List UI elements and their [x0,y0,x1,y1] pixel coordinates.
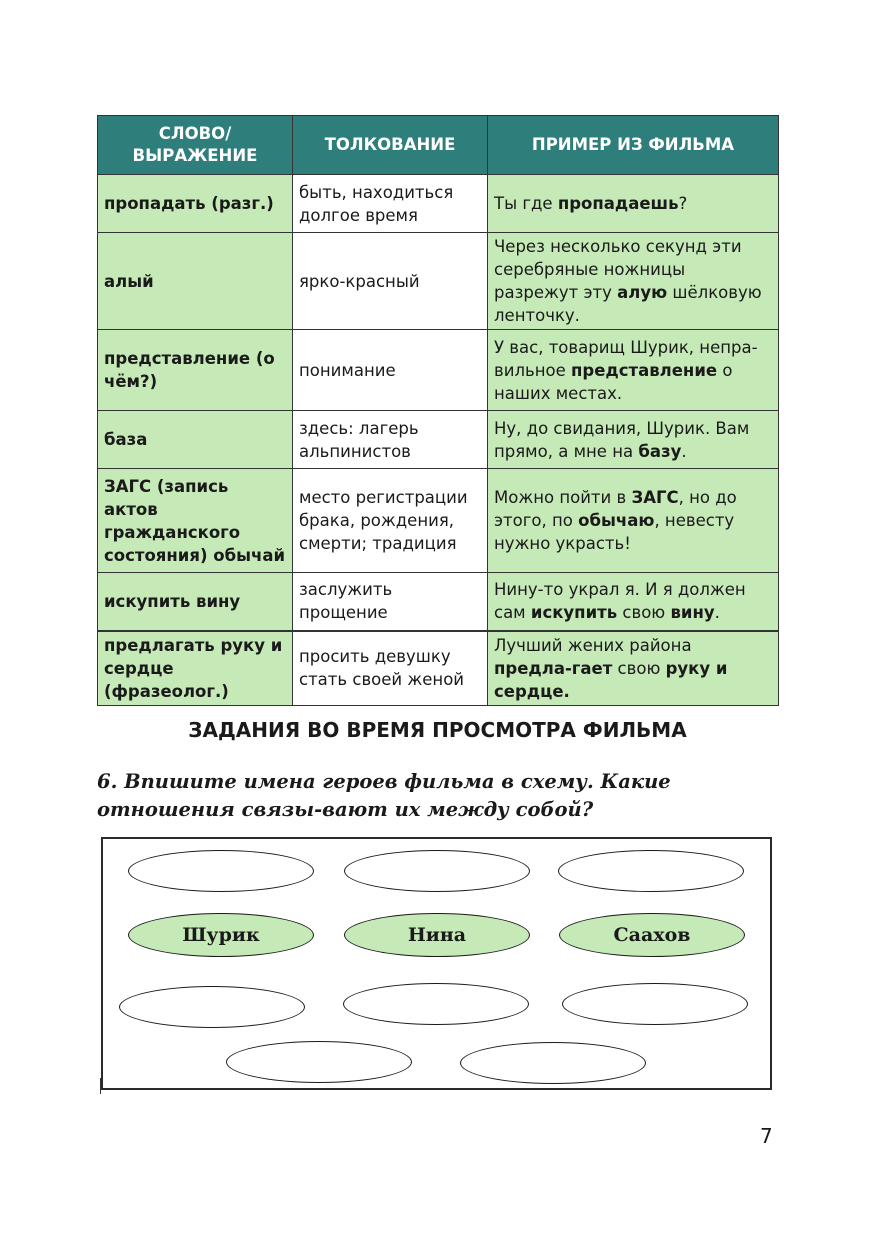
empty-oval[interactable] [119,986,305,1028]
meaning-cell: быть, находиться долгое время [293,175,488,233]
empty-oval[interactable] [558,850,744,892]
word-cell: представление (о чём?) [98,330,293,411]
word-cell: пропадать (разг.) [98,175,293,233]
meaning-cell: здесь: лагерь альпинистов [293,411,488,469]
empty-oval[interactable] [562,983,748,1025]
word-cell: база [98,411,293,469]
example-cell: Ну, до свидания, Шурик. Вам прямо, а мне на базу. [488,411,779,469]
character-scheme [101,837,772,1090]
meaning-cell: ярко-красный [293,233,488,330]
header-example: ПРИМЕР ИЗ ФИЛЬМА [488,116,779,175]
example-cell: Можно пойти в ЗАГС, но до этого, по обычаю, невесту нужно украсть! [488,469,779,573]
example-cell: У вас, товарищ Шурик, непра-вильное представление о наших местах. [488,330,779,411]
table-row [98,411,779,469]
table-row [98,233,779,330]
empty-oval[interactable] [460,1042,646,1084]
meaning-cell: место регистрации брака, рождения, смерти; традиция [293,469,488,573]
meaning-cell: просить девушку стать своей женой [293,631,488,706]
section-title: ЗАДАНИЯ ВО ВРЕМЯ ПРОСМОТРА ФИЛЬМА [188,718,687,742]
example-cell: Лучший жених района предла-гает свою руку и сердце. [488,631,779,706]
table-row [98,330,779,411]
table-row [98,631,779,706]
meaning-cell: заслужить прощение [293,573,488,631]
table-row [98,175,779,233]
header-word-text: СЛОВО/ ВЫРАЖЕНИЕ [132,124,258,165]
empty-oval[interactable] [343,983,529,1025]
word-cell: ЗАГС (запись актов гражданского состояния) обычай [98,469,293,573]
header-meaning: ТОЛКОВАНИЕ [293,116,488,175]
name-oval-saakhov: Саахов [559,913,745,957]
task-instruction: 6. Впишите имена героев фильма в схему. Какие отношения связы-вают их между собой? [97,770,671,821]
corner-tick [100,1078,101,1094]
empty-oval[interactable] [344,850,530,892]
empty-oval[interactable] [226,1041,412,1083]
vocabulary-table [97,115,779,706]
table-header-row [98,116,779,175]
empty-oval[interactable] [128,850,314,892]
meaning-cell: понимание [293,330,488,411]
example-cell: Нину-то украл я. И я должен сам искупить свою вину. [488,573,779,631]
name-oval-shurik: Шурик [128,913,314,957]
example-cell: Через несколько секунд эти серебряные ножницы разрежут эту алую шёлковую ленточку. [488,233,779,330]
word-cell: искупить вину [98,573,293,631]
example-cell: Ты где пропадаешь? [488,175,779,233]
word-cell: предлагать руку и сердце (фразеолог.) [98,631,293,706]
word-cell: алый [98,233,293,330]
page-number: 7 [760,1124,773,1148]
header-word [98,116,293,175]
table-row [98,573,779,631]
table-row [98,469,779,573]
name-oval-nina: Нина [344,913,530,957]
